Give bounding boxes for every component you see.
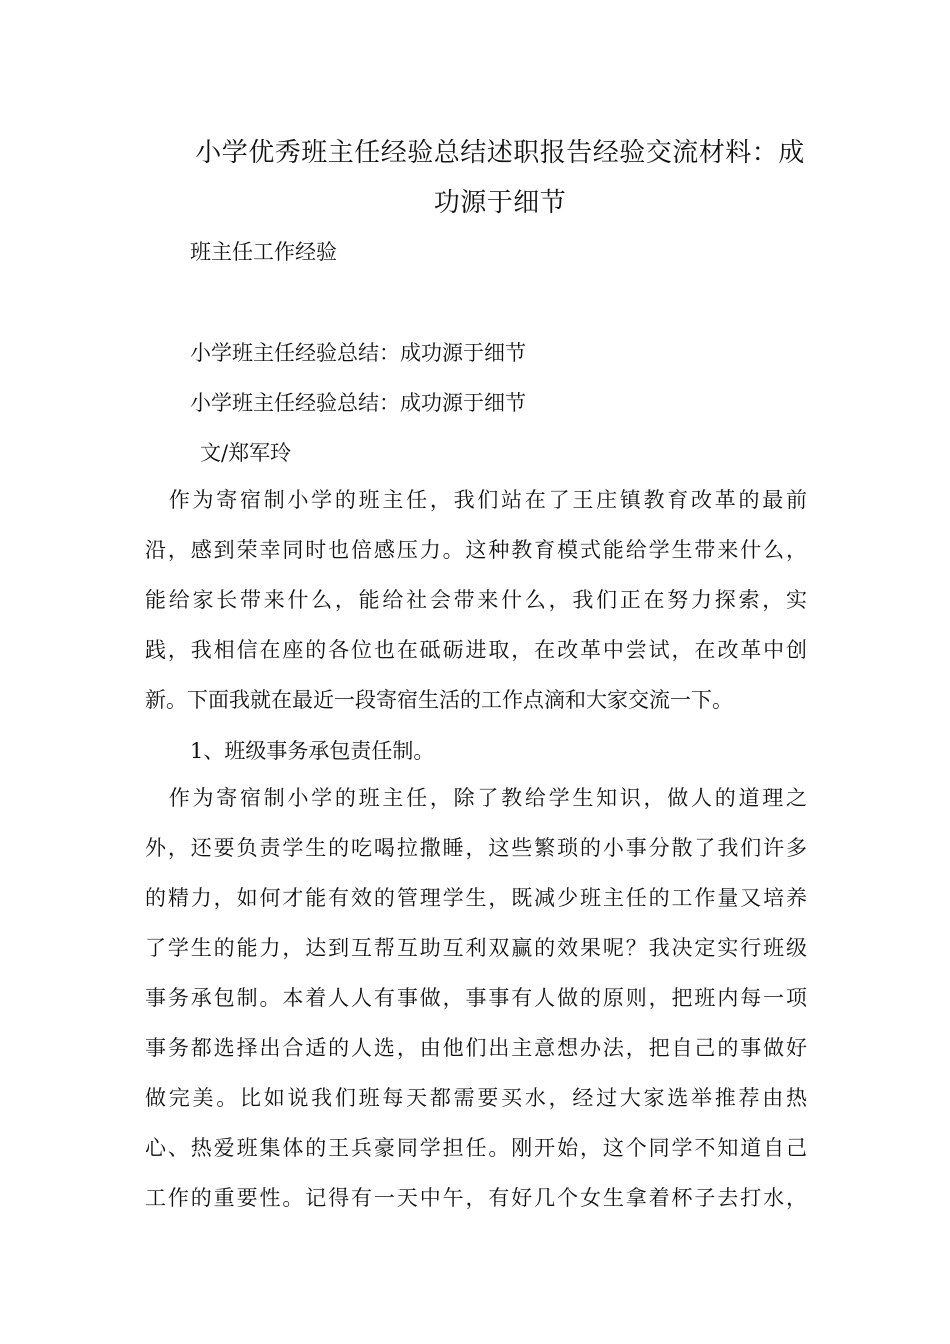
subtitle-1: 小学班主任经验总结：成功源于细节 xyxy=(190,341,526,365)
paragraph-line: 的精力，如何才能有效的管理学生，既减少班主任的工作量又培养 xyxy=(145,886,807,910)
paragraph-line: 做完美。比如说我们班每天都需要买水，经过大家选举推荐由热 xyxy=(145,1086,807,1110)
paragraph-line: 工作的重要性。记得有一天中午，有好几个女生拿着杯子去打水， xyxy=(145,1186,807,1210)
paragraph-line: 事务都选择出合适的人选，由他们出主意想办法，把自己的事做好 xyxy=(145,1036,807,1060)
author-line: 文/郑军玲 xyxy=(200,441,292,465)
paragraph-2 xyxy=(145,773,807,1223)
paragraph-line: 践，我相信在座的各位也在砥砺进取，在改革中尝试，在改革中创 xyxy=(145,638,807,662)
title-line-2: 功源于细节 xyxy=(433,188,567,218)
paragraph-line: 新。下面我就在最近一段寄宿生活的工作点滴和大家交流一下。 xyxy=(145,688,733,712)
paragraph-line: 沿，感到荣幸同时也倍感压力。这种教育模式能给学生带来什么， xyxy=(145,538,807,562)
paragraph-line: 能给家长带来什么，能给社会带来什么，我们正在努力探索，实 xyxy=(145,588,807,612)
paragraph-line: 了学生的能力，达到互帮互助互利双赢的效果呢？我决定实行班级 xyxy=(145,936,807,960)
paragraph-line: 作为寄宿制小学的班主任，我们站在了王庄镇教育改革的最前 xyxy=(145,488,807,512)
title-line-1: 小学优秀班主任经验总结述职报告经验交流材料：成 xyxy=(195,138,805,168)
paragraph-line: 事务承包制。本着人人有事做，事事有人做的原则，把班内每一项 xyxy=(145,986,807,1010)
subtitle-2: 小学班主任经验总结：成功源于细节 xyxy=(190,391,526,415)
paragraph-line: 外，还要负责学生的吃喝拉撒睡，这些繁琐的小事分散了我们许多 xyxy=(145,836,807,860)
category-label: 班主任工作经验 xyxy=(190,240,337,264)
paragraph-line: 作为寄宿制小学的班主任，除了教给学生知识，做人的道理之 xyxy=(145,786,807,810)
section-heading-1: 1、班级事务承包责任制。 xyxy=(190,739,435,763)
paragraph-1 xyxy=(145,475,807,725)
document-title xyxy=(140,128,860,228)
paragraph-line: 心、热爱班集体的王兵豪同学担任。刚开始，这个同学不知道自己 xyxy=(145,1136,807,1160)
